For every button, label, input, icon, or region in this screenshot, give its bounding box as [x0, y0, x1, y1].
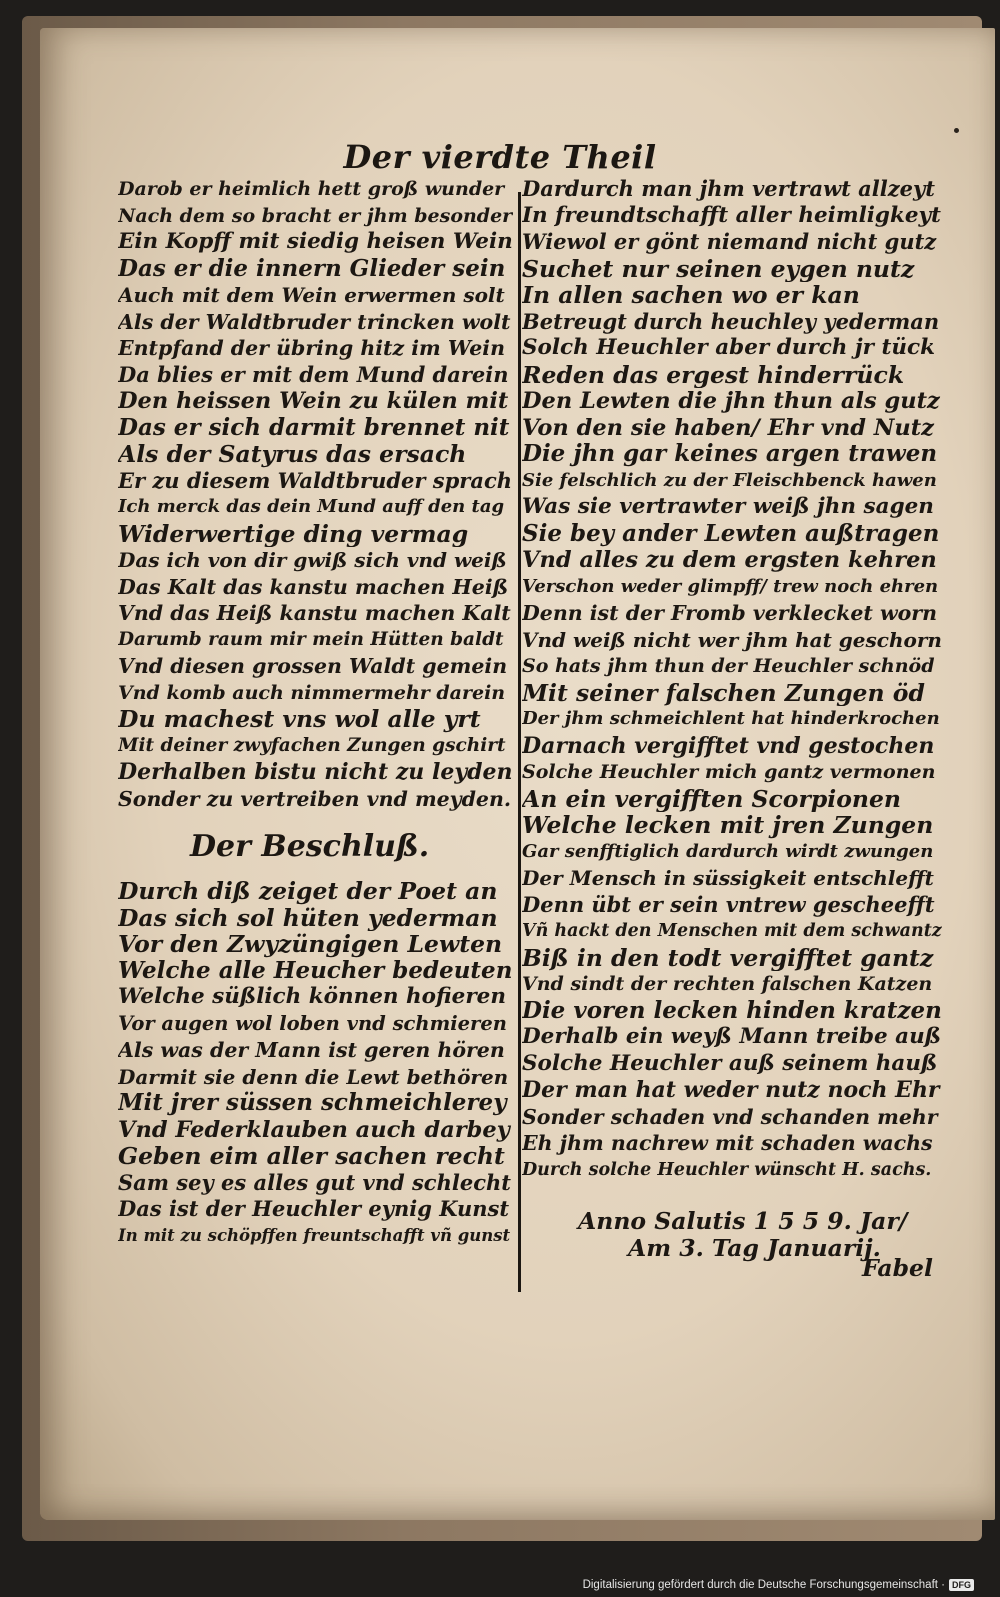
colophon [578, 1208, 907, 1262]
footer-credit-text: Digitalisierung gefördert durch die Deutsche Forschungsgemeinschaft · [582, 1579, 945, 1591]
verse-line: Ein Kopff mit siedig heisen Wein [118, 229, 513, 254]
footer-credit [583, 1579, 974, 1591]
verse-line: Derhalben bistu nicht zu leyden [118, 759, 513, 785]
verse-line: Ich merck das dein Mund auff den tag [118, 496, 505, 517]
verse-line: Darumb raum mir mein Hütten baldt [118, 628, 504, 650]
verse-line: An ein vergifften Scorpionen [522, 785, 901, 812]
verse-line: Vnd komb auch nimmermehr darein [118, 681, 506, 704]
verse-line: Die voren lecken hinden kratzen [522, 997, 942, 1024]
verse-line: Darob er heimlich hett groß wunder [118, 178, 505, 200]
verse-line: Das ist der Heuchler eynig Kunst [118, 1196, 510, 1221]
verse-line: Das ich von dir gwiß sich vnd weiß [118, 548, 507, 572]
left-column [118, 176, 513, 1249]
column-divider [518, 192, 521, 1292]
verse-line: Der man hat weder nutz noch Ehr [522, 1077, 940, 1103]
verse-line: Dardurch man jhm vertrawt allzeyt [522, 176, 935, 201]
verse-line: Biß in den todt vergifftet gantz [522, 944, 934, 971]
verse-line: Geben eim aller sachen recht [118, 1143, 505, 1170]
verse-line: Sie felschlich zu der Fleischbenck hawen [522, 469, 937, 491]
verse-line: Das Kalt das kanstu machen Heiß [118, 574, 509, 599]
verse-line: Von den sie haben/ Ehr vnd Nutz [522, 414, 934, 441]
verse-line: Vor augen wol loben vnd schmieren [118, 1011, 507, 1035]
verse-line: Als was der Mann ist geren hören [118, 1038, 505, 1062]
verse-line: Durch diß zeiget der Poet an [118, 878, 498, 905]
section-heading: Der Beschluß. [190, 829, 430, 864]
left-verses-before [118, 176, 513, 812]
colophon-date: Am 3. Tag Januarij. [628, 1234, 881, 1262]
verse-line: Vnd Federklauben auch darbey [118, 1116, 510, 1143]
verse-line: Den heissen Wein zu külen mit [118, 388, 509, 414]
verse-line: Mit jrer süssen schmeichlerey [118, 1090, 507, 1116]
verse-line: Eh jhm nachrew mit schaden wachs [522, 1131, 933, 1155]
verse-line: In mit zu schöpffen freuntschafft vñ gunst [118, 1225, 511, 1245]
verse-line: Darnach vergifftet vnd gestochen [522, 732, 935, 759]
verse-line: Derhalb ein weyß Mann treibe auß [522, 1024, 942, 1049]
verse-line: Darmit sie denn die Lewt bethören [118, 1064, 509, 1089]
verse-line: So hats jhm thun der Heuchler schnöd [522, 655, 935, 677]
verse-line: Widerwertige ding vermag [118, 520, 469, 547]
verse-line: Sonder zu vertreiben vnd meyden. [118, 786, 512, 811]
verse-line: Denn ist der Fromb verklecket worn [522, 601, 937, 625]
verse-line: Denn übt er sein vntrew gescheefft [522, 891, 935, 917]
verse-line: Als der Satyrus das ersach [118, 441, 467, 468]
verse-line: Sonder schaden vnd schanden mehr [522, 1104, 938, 1129]
verse-line: Welche alle Heucher bedeuten [118, 957, 513, 984]
verse-line: Wiewol er gönt niemand nicht gutz [522, 229, 937, 254]
verse-line: Entpfand der übring hitz im Wein [118, 336, 505, 360]
verse-line: Solche Heuchler auß seinem hauß [522, 1050, 938, 1076]
verse-line: Da blies er mit dem Mund darein [118, 361, 509, 387]
right-column [522, 176, 942, 1183]
verse-line: Welche süßlich können hofieren [118, 984, 506, 1009]
verse-line: Das er sich darmit brennet nit [118, 414, 510, 441]
verse-line: Auch mit dem Wein erwermen solt [118, 283, 505, 307]
verse-line: Welche lecken mit jren Zungen [522, 812, 934, 839]
verse-line: In freundtschafft aller heimligkeyt [522, 202, 941, 228]
verse-line: Sie bey ander Lewten außtragen [522, 520, 940, 547]
verse-line: Sam sey es alles gut vnd schlecht [118, 1169, 511, 1195]
dfg-logo-icon: DFG [949, 1579, 974, 1591]
verse-line: Solch Heuchler aber durch jr tück [522, 335, 936, 360]
verse-line: Vnd sindt der rechten falschen Katzen [522, 973, 933, 995]
verse-line: Vnd diesen grossen Waldt gemein [118, 654, 508, 678]
verse-line: Mit seiner falschen Zungen öd [522, 679, 925, 706]
ink-spot [954, 128, 959, 133]
verse-line: Er zu diesem Waldtbruder sprach [118, 467, 513, 493]
verse-line: Du machest vns wol alle yrt [118, 706, 481, 733]
verse-line: Das er die innern Glieder sein [118, 255, 506, 282]
verse-line: Vnd alles zu dem ergsten kehren [522, 547, 937, 573]
left-verses-after [118, 878, 513, 1249]
verse-line: Vnd das Heiß kanstu machen Kalt [118, 601, 511, 625]
verse-line: Die jhn gar keines argen trawen [522, 441, 938, 467]
verse-line: Nach dem so bracht er jhm besonder [118, 204, 513, 227]
verse-line: Was sie vertrawter weiß jhn sagen [522, 494, 934, 519]
verse-line: Verschon weder glimpff/ trew noch ehren [522, 575, 939, 597]
verse-line: Den Lewten die jhn thun als gutz [522, 388, 940, 414]
verse-line: Vnd weiß nicht wer jhm hat geschorn [522, 627, 942, 652]
verse-line: Vor den Zwyzüngigen Lewten [118, 931, 503, 958]
verse-line: Mit deiner zwyfachen Zungen gschirt [118, 734, 506, 756]
verse-line: Der jhm schmeichlent hat hinderkrochen [522, 708, 940, 729]
running-head: Der vierdte Theil [343, 138, 657, 176]
verse-line: Als der Waldtbruder trincken wolt [118, 309, 511, 334]
verse-line: Der Mensch in süssigkeit entschlefft [522, 866, 934, 890]
verse-line: Das sich sol hüten yederman [118, 904, 498, 931]
catchword: Fabel [862, 1254, 933, 1282]
verse-line: Reden das ergest hinderrück [522, 361, 905, 388]
verse-line: Betreugt durch heuchley yederman [522, 308, 940, 334]
verse-line: Vñ hackt den Menschen mit dem schwantz [522, 921, 942, 941]
verse-line: Durch solche Heuchler wünscht H. sachs. [522, 1159, 932, 1180]
verse-line: Suchet nur seinen eygen nutz [522, 255, 915, 282]
verse-line: Solche Heuchler mich gantz vermonen [522, 761, 936, 783]
verse-line: Gar senfftiglich dardurch wirdt zwungen [522, 840, 934, 862]
colophon-year: Anno Salutis 1 5 5 9. Jar/ [578, 1207, 908, 1235]
verse-line: In allen sachen wo er kan [522, 282, 860, 309]
